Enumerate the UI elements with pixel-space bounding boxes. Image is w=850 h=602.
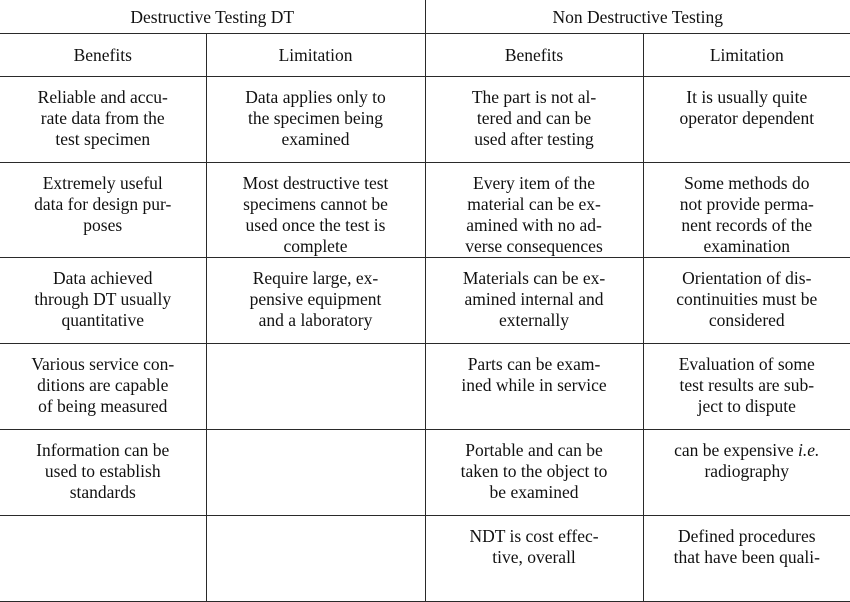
ndt-limitation-cell xyxy=(643,258,850,344)
dt-benefit-cell xyxy=(0,430,206,516)
table-row xyxy=(0,344,850,430)
ndt-benefit-cell xyxy=(425,258,643,344)
group-header-row xyxy=(0,0,850,34)
cell-text: Extremely useful data for design pur- poses xyxy=(34,173,172,235)
ndt-limitation-cell xyxy=(643,77,850,163)
table-row xyxy=(0,516,850,602)
dt-limitation-header: Limitation xyxy=(206,34,425,77)
table-row xyxy=(0,77,850,163)
dt-limitation-cell xyxy=(206,344,425,430)
dt-limitation-cell xyxy=(206,258,425,344)
cell-text: Various service con- ditions are capable of being measured xyxy=(31,354,175,416)
cell-text: Most destructive test specimens cannot be used once the test is complete xyxy=(242,173,389,256)
dt-limitation-cell xyxy=(206,430,425,516)
dt-benefit-cell xyxy=(0,77,206,163)
dt-benefit-cell xyxy=(0,344,206,430)
cell-text: can be expensive xyxy=(674,440,799,460)
cell-text: Parts can be exam- ined while in service xyxy=(461,354,607,395)
ndt-benefit-cell xyxy=(425,430,643,516)
cell-text: Reliable and accu- rate data from the test specimen xyxy=(37,87,168,149)
cell-text: NDT is cost effec- tive, overall xyxy=(469,526,599,567)
ndt-benefit-cell xyxy=(425,163,643,258)
ndt-limitation-cell xyxy=(643,430,850,516)
cell-text: Portable and can be taken to the object to be examined xyxy=(460,440,608,502)
ndt-group-header: Non Destructive Testing xyxy=(425,0,850,34)
cell-text: Some methods do not provide perma- nent records of the examination xyxy=(679,173,814,256)
dt-benefits-header: Benefits xyxy=(0,34,206,77)
cell-text: Orientation of dis- continuities must be considered xyxy=(676,268,818,330)
dt-limitation-cell xyxy=(206,163,425,258)
ndt-limitation-cell xyxy=(643,344,850,430)
cell-text: Data applies only to the specimen being examined xyxy=(245,87,386,149)
dt-benefit-cell xyxy=(0,258,206,344)
ndt-benefits-header: Benefits xyxy=(425,34,643,77)
table-row xyxy=(0,430,850,516)
dt-benefit-cell xyxy=(0,516,206,602)
cell-text: The part is not al- tered and can be used after testing xyxy=(471,87,597,149)
cell-text: It is usually quite operator dependent xyxy=(679,87,815,128)
sub-header-row xyxy=(0,34,850,77)
ndt-benefit-cell xyxy=(425,344,643,430)
cell-text: radiography xyxy=(704,461,790,481)
dt-limitation-cell xyxy=(206,516,425,602)
table-row xyxy=(0,163,850,258)
ndt-limitation-cell xyxy=(643,516,850,602)
dt-benefit-cell xyxy=(0,163,206,258)
cell-text: Data achieved through DT usually quantitative xyxy=(34,268,172,330)
cell-text: Information can be used to establish standards xyxy=(36,440,170,502)
cell-text: Materials can be ex- amined internal and externally xyxy=(462,268,606,330)
table-row xyxy=(0,258,850,344)
ndt-limitation-cell xyxy=(643,163,850,258)
dt-group-header: Destructive Testing DT xyxy=(0,0,425,34)
ndt-benefit-cell xyxy=(425,77,643,163)
cell-text: Defined procedures that have been quali- xyxy=(673,526,820,567)
dt-limitation-cell xyxy=(206,77,425,163)
cell-text-emphasis: i.e. xyxy=(798,440,820,460)
ndt-limitation-header: Limitation xyxy=(643,34,850,77)
ndt-benefit-cell xyxy=(425,516,643,602)
cell-text: Every item of the material can be ex- amined with no ad- verse consequences xyxy=(465,173,603,256)
cell-text: Require large, ex- pensive equipment and a laboratory xyxy=(249,268,382,330)
cell-text: Evaluation of some test results are sub- ject to dispute xyxy=(678,354,815,416)
